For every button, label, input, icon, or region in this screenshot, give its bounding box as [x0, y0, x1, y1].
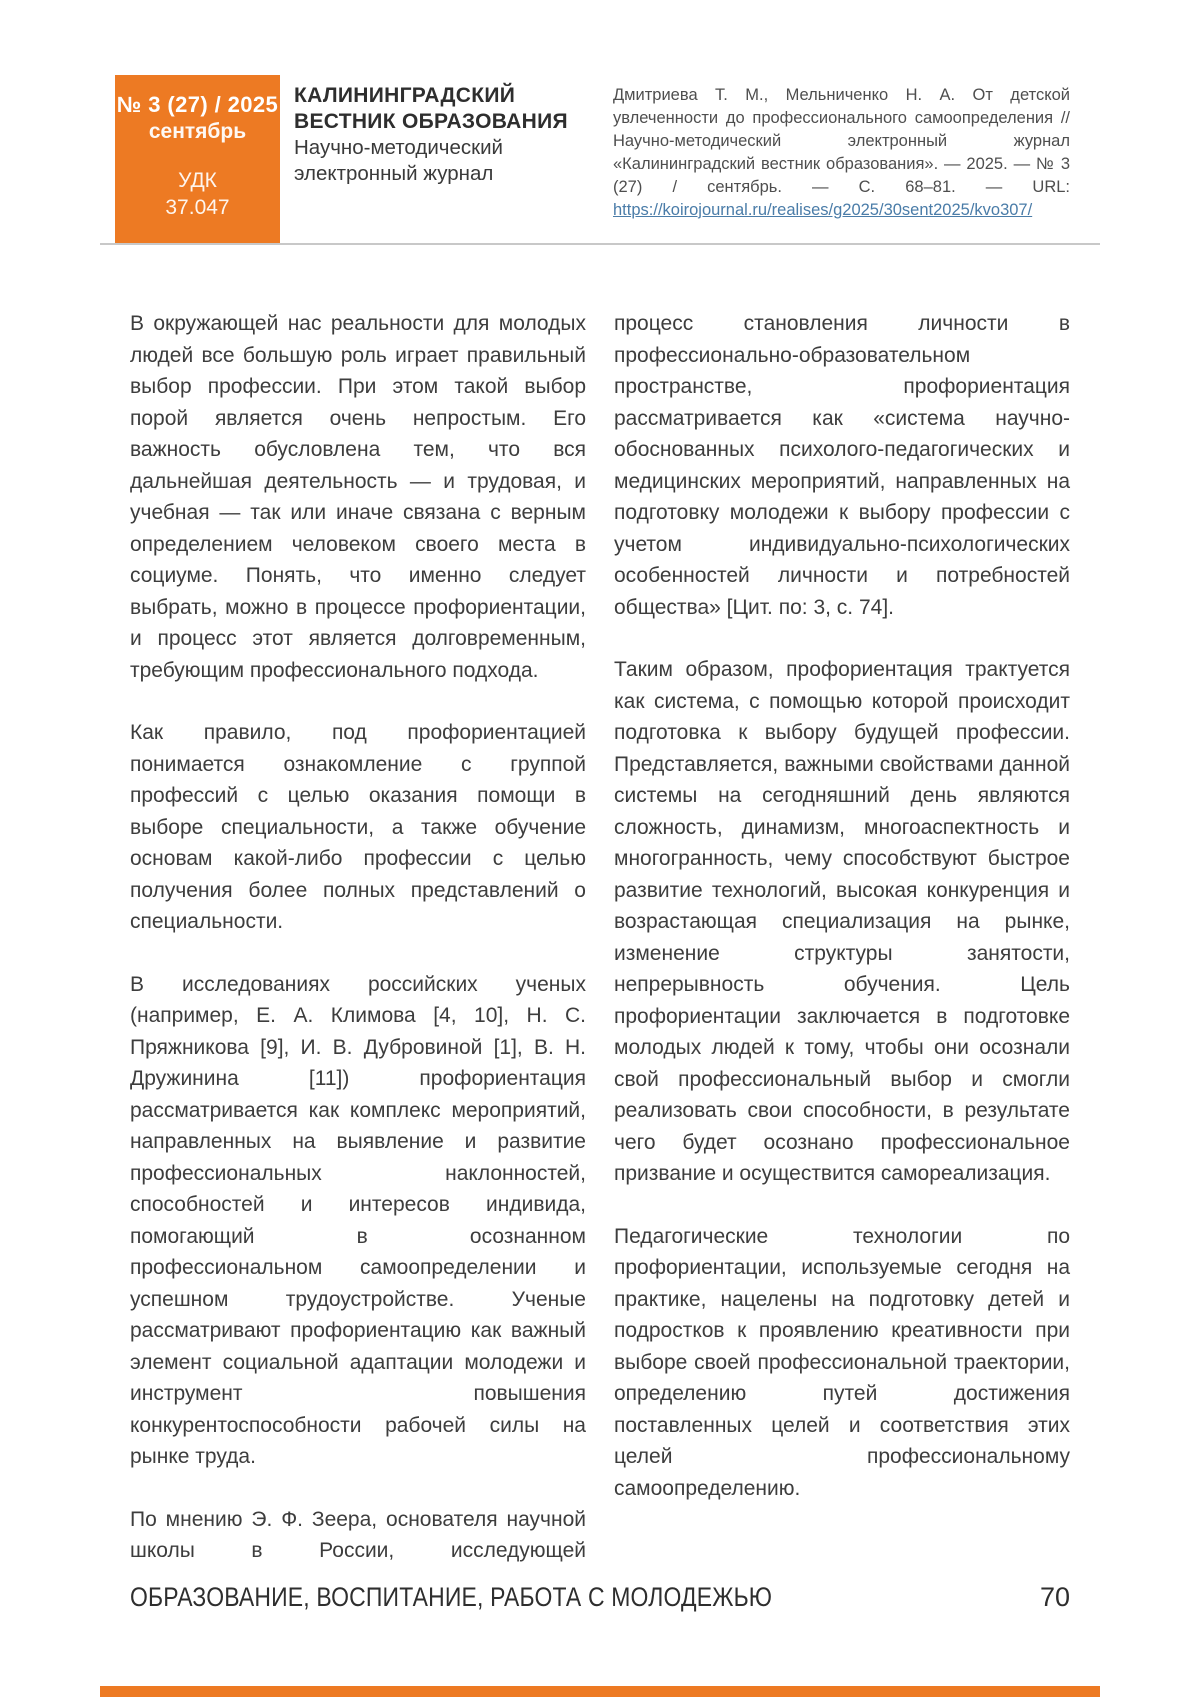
- paragraph: По мнению Э. Ф. Зеера, основателя научной школы в России, исследующей: [130, 1507, 586, 1562]
- paragraph: Таким образом, профориентация трактуется как система, с помощью которой происходит подготовка к выбору будущей профессии. Представляется, важными свойствами данной системы на сегодняшний день являются сложность, динамизм, многоаспектность и многогранность, чему способствуют быстрое развитие технологий, высокая конкуренция и возрастающая специализация на рынке, изменение структуры занятости, непрерывность обучения. Цель профориентации заключается в подготовке молодых людей к тому, чтобы они осознали свой профессиональный выбор и смогли реализовать свои способности, в результате чего будет осознано профессиональное призвание и осуществится самореализация.: [614, 658, 1070, 1185]
- issue-box: [115, 75, 280, 245]
- page-footer: [130, 1582, 1070, 1613]
- udk-value: 37.047: [165, 196, 230, 219]
- header-divider: [100, 243, 1100, 245]
- paragraph: В исследованиях российских ученых (например, Е. А. Климова [4, 10], Н. С. Пряжникова [9], И. В. Дубровиной [1], В. Н. Дружинина [11]) профориентация рассматривается как комплекс мероприятий, направленных на выявление и развитие профессиональных наклонностей, способностей и интересов индивида, помогающий в осознанном профессиональном самоопределении и успешном трудоустройстве. Ученые рассматривают профориентацию как важный элемент социальной адаптации молодежи и инструмент повышения конкурентоспособности рабочей силы на рынке труда.: [130, 972, 586, 1468]
- citation-url-link[interactable]: https://koirojournal.ru/realises/g2025/30sent2025/kvo307/: [613, 201, 1033, 219]
- udk-block: [115, 167, 280, 221]
- page-header: [115, 75, 1070, 245]
- citation-block: [613, 75, 1070, 222]
- paragraph: В окружающей нас реальности для молодых людей все большую роль играет правильный выбор профессии. При этом такой выбор порой является очень непростым. Его важность обусловлена тем, что вся дальнейшая деятельность — и трудовая, и учебная — так или иначе связана с верным определением человеком своего места в социуме. Понять, что именно следует выбрать, можно в процессе профориентации, и процесс этот является долговременным, требующим профессионального подхода.: [130, 312, 586, 682]
- journal-subtitle-line1: Научно-методический: [294, 136, 503, 159]
- bottom-accent-bar: [100, 1686, 1100, 1697]
- left-column: [130, 308, 586, 1598]
- paragraph: Педагогические технологии по профориентации, используемые сегодня на практике, нацелены на подготовку детей и подростков к проявлению креативности при выборе своей профессиональной траектории, определению путей достижения поставленных целей и соответствия этих целей профессиональному самоопределению.: [614, 1224, 1070, 1500]
- footer-section-title: ОБРАЗОВАНИЕ, ВОСПИТАНИЕ, РАБОТА С МОЛОДЕЖЬЮ: [130, 1582, 773, 1612]
- journal-title-line2: ВЕСТНИК ОБРАЗОВАНИЯ: [294, 110, 568, 133]
- journal-subtitle-line2: электронный журнал: [294, 162, 494, 185]
- journal-title-line1: КАЛИНИНГРАДСКИЙ: [294, 84, 516, 107]
- journal-title-block: [294, 75, 568, 187]
- right-column: [614, 308, 1070, 1598]
- paragraph: процесс становления личности в профессионально-образовательном пространстве, профориентация рассматривается как «система научно-обоснованных психолого-педагогических и медицинских мероприятий, направленных на подготовку молодежи к выбору профессии с учетом индивидуально-психологических особенностей личности и потребностей общества» [Цит. по: 3, с. 74].: [614, 312, 1070, 619]
- udk-label: УДК: [178, 169, 217, 192]
- page-number: 70: [1039, 1582, 1070, 1612]
- issue-month: сентябрь: [148, 120, 247, 143]
- paragraph: Как правило, под профориентацией понимается ознакомление с группой профессий с целью оказания помощи в выборе специальности, а также обучение основам какой-либо профессии с целью получения более полных представлений о специальности.: [130, 721, 586, 933]
- article-body: [130, 308, 1070, 1598]
- citation-text: Дмитриева Т. М., Мельниченко Н. А. От детской увлеченности до профессионального самоопределения // Научно-методический электронный журнал «Калининградский вестник образования». — 2025. — № 3 (27) / сентябрь. — С. 68–81. — URL:: [613, 86, 1070, 196]
- issue-number: № 3 (27) / 2025: [116, 92, 279, 117]
